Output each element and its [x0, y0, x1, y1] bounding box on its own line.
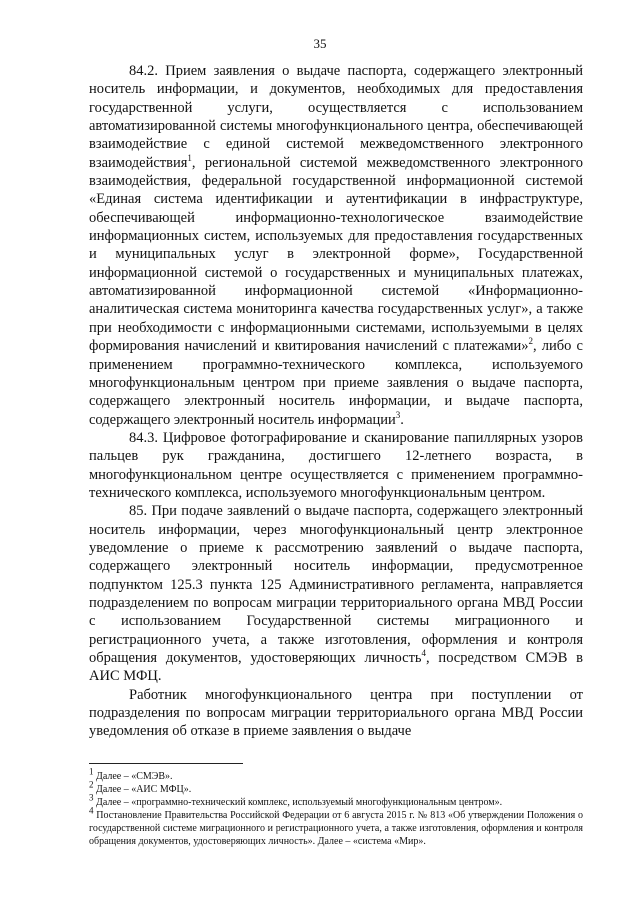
footnote-text: Далее – «программно-технический комплекс, используемый многофункциональным центром». [93, 797, 503, 808]
footnote-number: 2 [89, 779, 94, 790]
footnotes [89, 766, 583, 848]
paragraph-text: . [400, 411, 404, 428]
footnote-ref[interactable]: 2 [528, 336, 534, 347]
footnote-2 [89, 779, 583, 796]
footnote-ref[interactable]: 3 [395, 409, 401, 420]
footnote-divider [89, 763, 243, 764]
paragraph-text: 85. При подаче заявлений о выдаче паспорта, содержащего электронный носитель информации, через многофункциональный центр электронное уведомление о приеме к рассмотрению заявлений о выдаче паспорта, содержащего электронный носитель информации, предусмотренное подпунктом 125.3 пункта 125 Административного регламента, направляется подразделением по вопросам миграции территориального органа МВД России с использованием Государственной системы миграционного и регистрационного учета, а также изготовления, оформления и контроля обращения документов, удостоверяющих личность [89, 503, 583, 666]
paragraph-84-3: 84.3. Цифровое фотографирование и сканирование папиллярных узоров пальцев рук гражданина, достигшего 12-летнего возраста, в многофункциональном центре осуществляется с применением программно-технического комплекса, используемого многофункциональным центром. [89, 429, 583, 501]
footnote-text: Постановление Правительства Российской Федерации от 6 августа 2015 г. № 813 «Об утверждении Положения о государственной системе миграционного и регистрационного учета, а также изготовления, оформления и контроля обращения документов, удостоверяющих личность». Далее – «система «Мир». [89, 810, 583, 847]
page-number: 35 [313, 36, 327, 51]
footnote-number: 4 [89, 805, 94, 816]
paragraph-text: , либо с применением программно-технического комплекса, используемого многофункциональным центром при приеме заявления о выдаче паспорта, содержащего электронный носитель информации, и выдаче паспорта, содержащего электронный носитель информации [89, 338, 583, 428]
footnote-text: Далее – «СМЭВ». [93, 771, 173, 782]
paragraph-text: , региональной системой межведомственного электронного взаимодействия, федеральной государственной информационной системой «Единая система идентификации и аутентификации в инфраструктуре, обеспечивающей информационно-технологическое взаимодействие информационных систем, используемых для предоставления государственных и муниципальных услуг в электронной форме», Государственной информационной системой о государственных и муниципальных платежах, автоматизированной информационной системой «Информационно-аналитическая система мониторинга качества государственных услуг», а также при необходимости с информационными системами, используемыми в целях формирования начислений и квитирования начислений с платежами» [89, 154, 583, 355]
footnote-4 [89, 805, 583, 848]
footnote-3 [89, 792, 583, 809]
footnote-ref[interactable]: 4 [421, 648, 427, 659]
paragraph-84-2 [89, 62, 583, 429]
footnote-1 [89, 766, 583, 783]
paragraph-text: , посредством СМЭВ в АИС МФЦ. [89, 650, 583, 685]
footnote-ref[interactable]: 1 [187, 152, 192, 163]
paragraph-85 [89, 502, 583, 685]
footnote-number: 1 [89, 766, 94, 777]
paragraph-text: 84.2. Прием заявления о выдаче паспорта, содержащего электронный носитель информации, и документов, необходимых для предоставления государственной услуги, осуществляется с использованием автоматизированной системы многофункционального центра, обеспечивающей взаимодействие с единой системой межведомственного электронного взаимодействия [89, 63, 583, 171]
footnote-text: Далее – «АИС МФЦ». [93, 784, 192, 795]
document-body [89, 62, 583, 741]
footnote-number: 3 [89, 792, 94, 803]
paragraph-worker: Работник многофункционального центра при поступлении от подразделения по вопросам миграции территориального органа МВД России уведомления об отказе в приеме заявления о выдаче [89, 686, 583, 740]
